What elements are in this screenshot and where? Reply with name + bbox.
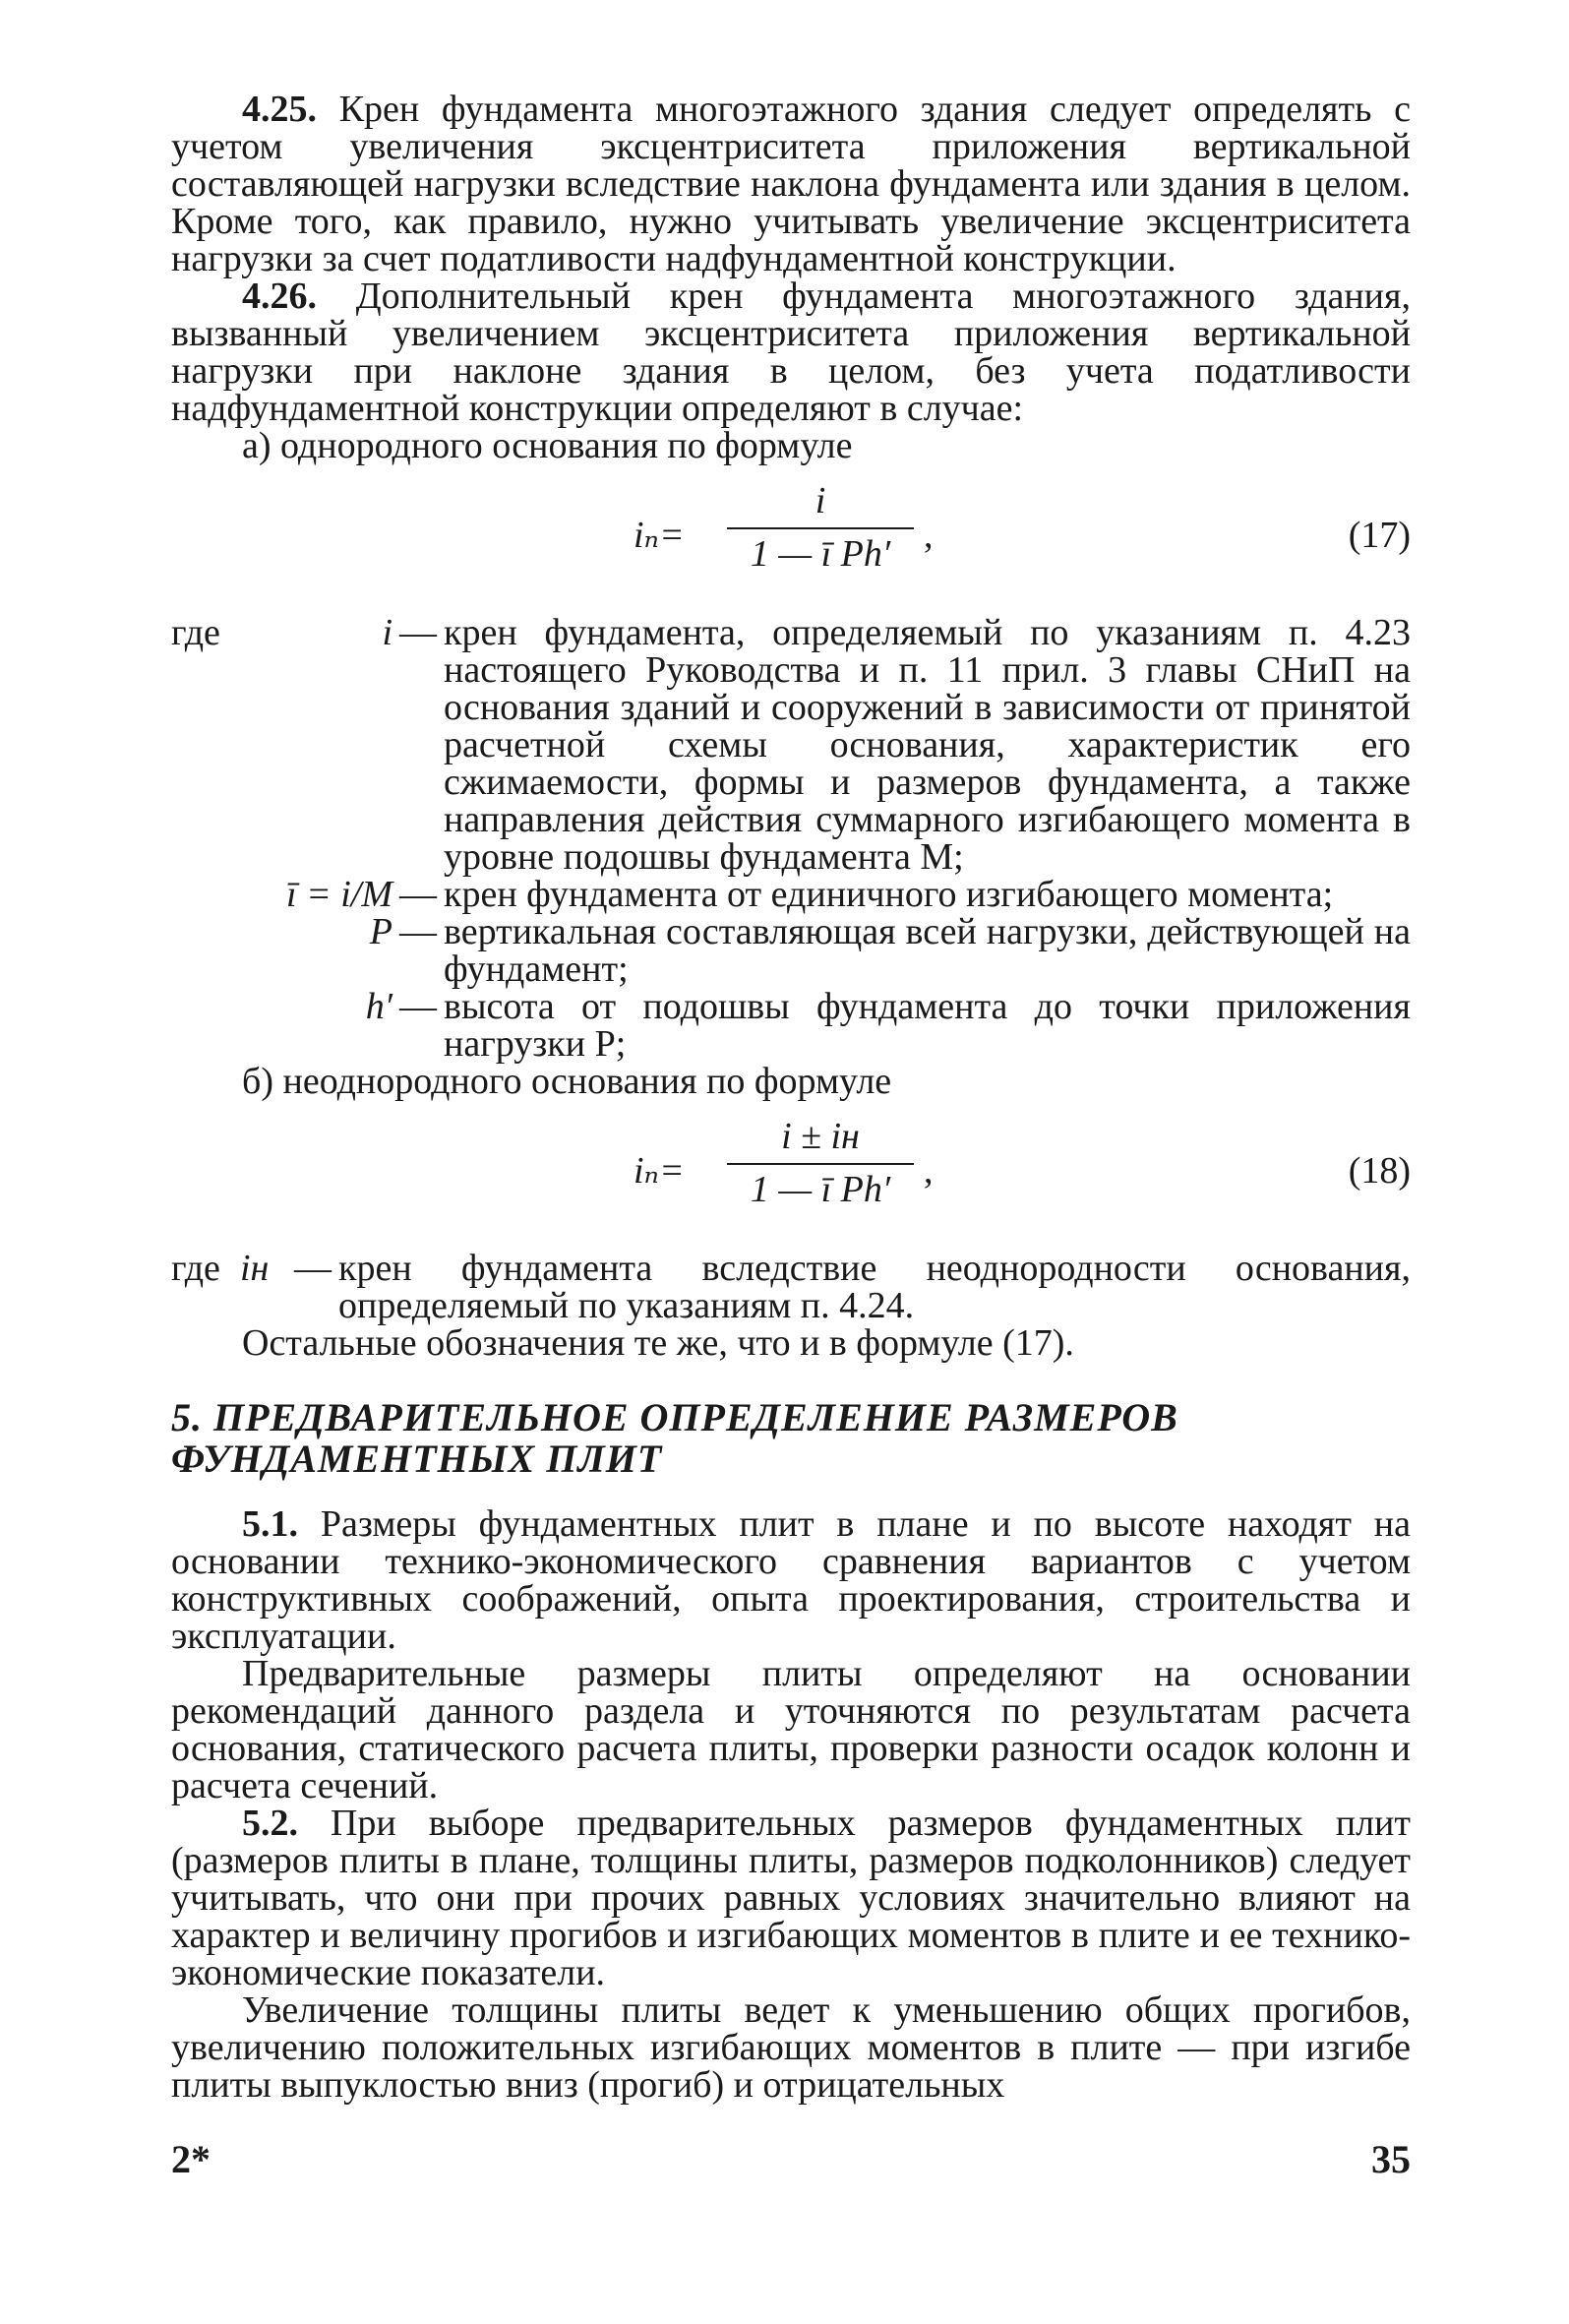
paragraph-5-2	[171, 1804, 1411, 1991]
legend-dash: —	[294, 1248, 332, 1289]
paragraph-text: Крен фундамента многоэтажного здания следует определять с учетом увеличения эксцентриситета приложения вертикальной составляющей нагрузки вследствие наклона фундамента или здания в целом. Кроме того, как правило, нужно учитывать увеличение эксцентриситета нагрузки за счет податливости надфундаментной конструкции.	[171, 89, 1412, 279]
legend-definition: вертикальная составляющая всей нагрузки, действующей на фундамент;	[444, 911, 1411, 990]
legend-18	[171, 1250, 1411, 1324]
signature-mark: 2*	[171, 2137, 211, 2181]
formula-18	[171, 1118, 1411, 1236]
formula-fraction	[727, 482, 914, 573]
clause-number: 5.2.	[242, 1803, 298, 1844]
formula-lhs: iₙ=	[634, 515, 685, 556]
legend-row	[171, 913, 1411, 988]
legend-dash: —	[399, 911, 437, 952]
formula-lhs: iₙ=	[634, 1150, 685, 1192]
legend-row	[171, 876, 1411, 913]
page-body	[171, 91, 1411, 2104]
legend-definition: высота от подошвы фундамента до точки приложения нагрузки P;	[444, 986, 1411, 1065]
other-symbols-note: Остальные обозначения те же, что и в формуле (17).	[242, 1322, 1074, 1364]
legend-definition: крен фундамента вследствие неоднородности основания, определяемый по указаниям п. 4.24.	[338, 1248, 1411, 1326]
clause-number: 4.25.	[242, 89, 317, 130]
equation-number: (17)	[1348, 515, 1411, 556]
legend-definition: крен фундамента от единичного изгибающего момента;	[444, 874, 1334, 915]
legend-17	[171, 614, 1411, 1063]
legend-dash: —	[399, 612, 437, 653]
formula-comma: ,	[924, 515, 934, 556]
legend-symbol: iн	[240, 1248, 270, 1289]
paragraph-4-26	[171, 277, 1411, 427]
paragraph-text: При выборе предварительных размеров фундаментных плит (размеров плиты в плане, толщины плиты, размеров подколонников) следует учитывать, что они при прочих равных условиях значительно влияют на характер и величину прогибов и изгибающих моментов в плите и ее технико-экономические показатели.	[171, 1803, 1412, 1993]
where-label: где	[171, 612, 220, 653]
equation-number: (18)	[1348, 1150, 1411, 1192]
paragraph-text: Размеры фундаментных плит в плане и по высоте находят на основании технико-экономического сравнения вариантов с учетом конструктивных соображений, опыта проектирования, строительства и эксплуатации.	[171, 1503, 1412, 1657]
legend-dash: —	[399, 986, 437, 1027]
paragraph-text: Дополнительный крен фундамента многоэтажного здания, вызванный увеличением эксцентриситета приложения вертикальной нагрузки при наклоне здания в целом, без учета податливости надфундаментной конструкции определяют в случае:	[171, 275, 1411, 429]
legend-symbol: i	[382, 612, 392, 653]
clause-number: 4.26.	[242, 275, 317, 317]
case-b-line: б) неоднородного основания по формуле	[242, 1061, 892, 1102]
formula-fraction	[727, 1118, 914, 1208]
where-label: где	[171, 1248, 220, 1289]
paragraph-5-1	[171, 1505, 1411, 1655]
paragraph-5-2-continued: Увеличение толщины плиты ведет к уменьшению общих прогибов, увеличению положительных изгибающих моментов в плите — при изгибе плиты выпуклостью вниз (прогиб) и отрицательных	[171, 1989, 1411, 2106]
paragraph-5-1-continued: Предварительные размеры плиты определяют на основании рекомендаций данного раздела и уточняются по результатам расчета основания, статического расчета плиты, проверки разности осадок колонн и расчета сечений.	[171, 1653, 1411, 1806]
legend-symbol: h′	[365, 986, 392, 1027]
page-number: 35	[1371, 2137, 1411, 2181]
legend-definition: крен фундамента, определяемый по указаниям п. 4.23 настоящего Руководства и п. 11 прил. 3 главы СНиП на основания зданий и сооружений в зависимости от принятой расчетной схемы основания, характеристик его сжимаемости, формы и размеров фундамента, а также направления действия суммарного изгибающего момента в уровне подошвы фундамента М;	[444, 612, 1411, 878]
formula-denominator: 1 — ī Ph′	[750, 1169, 891, 1210]
formula-comma: ,	[924, 1150, 934, 1192]
case-a-line: а) однородного основания по формуле	[242, 425, 853, 466]
formula-denominator: 1 — ī Ph′	[750, 533, 891, 575]
formula-numerator: i	[815, 480, 826, 521]
clause-number: 5.1.	[242, 1503, 298, 1545]
legend-dash: —	[399, 874, 437, 915]
legend-row	[171, 614, 1411, 876]
legend-row	[171, 988, 1411, 1063]
section-heading: 5. ПРЕДВАРИТЕЛЬНОЕ ОПРЕДЕЛЕНИЕ РАЗМЕРОВ ФУНДАМЕНТНЫХ ПЛИТ	[171, 1395, 1178, 1481]
formula-numerator: i ± iн	[781, 1116, 860, 1157]
paragraph-4-25	[171, 91, 1411, 277]
formula-17	[171, 482, 1411, 600]
legend-symbol: P	[369, 911, 392, 952]
legend-symbol: ī = i/M	[286, 874, 392, 915]
